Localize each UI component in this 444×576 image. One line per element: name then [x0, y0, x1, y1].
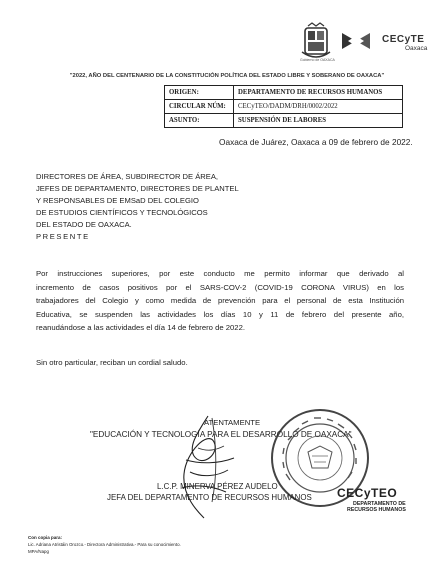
handwritten-signature — [168, 412, 248, 522]
cecyte-logo-state: Oaxaca — [405, 45, 428, 52]
body-line: trabajadores del Colegio y como medida de prevención para el personal de esta Institución — [36, 296, 404, 306]
memo-info-table — [164, 85, 403, 128]
body-line: reanudándose a las actividades el día 14 de febrero de 2022. — [36, 323, 245, 333]
addressee-line: DEL ESTADO DE OAXACA. — [36, 220, 132, 229]
signer-role: JEFA DEL DEPARTAMENTO DE RECURSOS HUMANOS — [107, 493, 312, 502]
stamp-department-line: DEPARTAMENTO DE — [353, 501, 406, 507]
addressee-line: DIRECTORES DE ÁREA, SUBDIRECTOR DE ÁREA, — [36, 172, 219, 181]
origin-label: ORIGEN: — [165, 86, 234, 100]
year-motto: "2022, AÑO DEL CENTENARIO DE LA CONSTITUCIÓN POLÍTICA DEL ESTADO LIBRE Y SOBERANO DE OAXACA" — [69, 73, 385, 79]
oaxaca-government-logo — [296, 22, 336, 62]
addressee-line: JEFES DE DEPARTAMENTO, DIRECTORES DE PLANTEL — [36, 184, 239, 193]
stamp-department-line: RECURSOS HUMANOS — [347, 507, 406, 513]
copy-to-title: Con copia para: — [28, 535, 63, 540]
place-date: Oaxaca de Juárez, Oaxaca a 09 de febrero de 2022. — [219, 137, 413, 147]
closing-line: Sin otro particular, reciban un cordial saludo. — [36, 358, 188, 367]
signer-name: L.C.P. MINERVA PÉREZ AUDELO — [157, 482, 278, 491]
atentamente-label: ATENTAMENTE — [204, 418, 261, 427]
table-row — [165, 114, 403, 128]
body-line: Por instrucciones superiores, por este conducto me permito informar que derivado al — [36, 269, 404, 278]
institutional-motto: "EDUCACIÓN Y TECNOLOGÍA PARA EL DESARROLLO DE OAXACA" — [90, 430, 352, 439]
addressee-line: Y RESPONSABLES DE EMSaD DEL COLEGIO — [36, 196, 199, 205]
state-logo-caption: Gobierno de OAXACA — [300, 58, 335, 62]
circular-number-value: CECyTEO/DADM/DRH/0002/2022 — [234, 100, 403, 114]
table-row — [165, 86, 403, 100]
addressee-line: DE ESTUDIOS CIENTÍFICOS Y TECNOLÓGICOS — [36, 208, 208, 217]
origin-value: DEPARTAMENTO DE RECURSOS HUMANOS — [234, 86, 403, 100]
table-row — [165, 100, 403, 114]
presente-greeting: PRESENTE — [36, 232, 90, 241]
body-paragraph — [36, 267, 404, 335]
body-line: Educativa, se suspenden las actividades los días 10 y 11 de febrero del presente año, — [36, 309, 404, 319]
copy-to-recipient: Lic. Adriana Atristáin Orozco.- Directora Administrativa.- Para su conocimiento. — [28, 542, 181, 547]
subject-label: ASUNTO: — [165, 114, 234, 128]
circular-number-label: CIRCULAR NÚM: — [165, 100, 234, 114]
cecyte-logo-wordmark: CECyTE — [382, 34, 425, 45]
initials-reference: MPA/Napg — [28, 549, 49, 554]
subject-value: SUSPENSIÓN DE LABORES — [234, 114, 403, 128]
body-line: incremento de casos positivos por el SARS-COV-2 (COVID-19 CORONA VIRUS) en los — [36, 282, 404, 292]
stamp-institution-name: CECyTEO — [337, 486, 398, 500]
cecyte-logo — [340, 30, 372, 52]
